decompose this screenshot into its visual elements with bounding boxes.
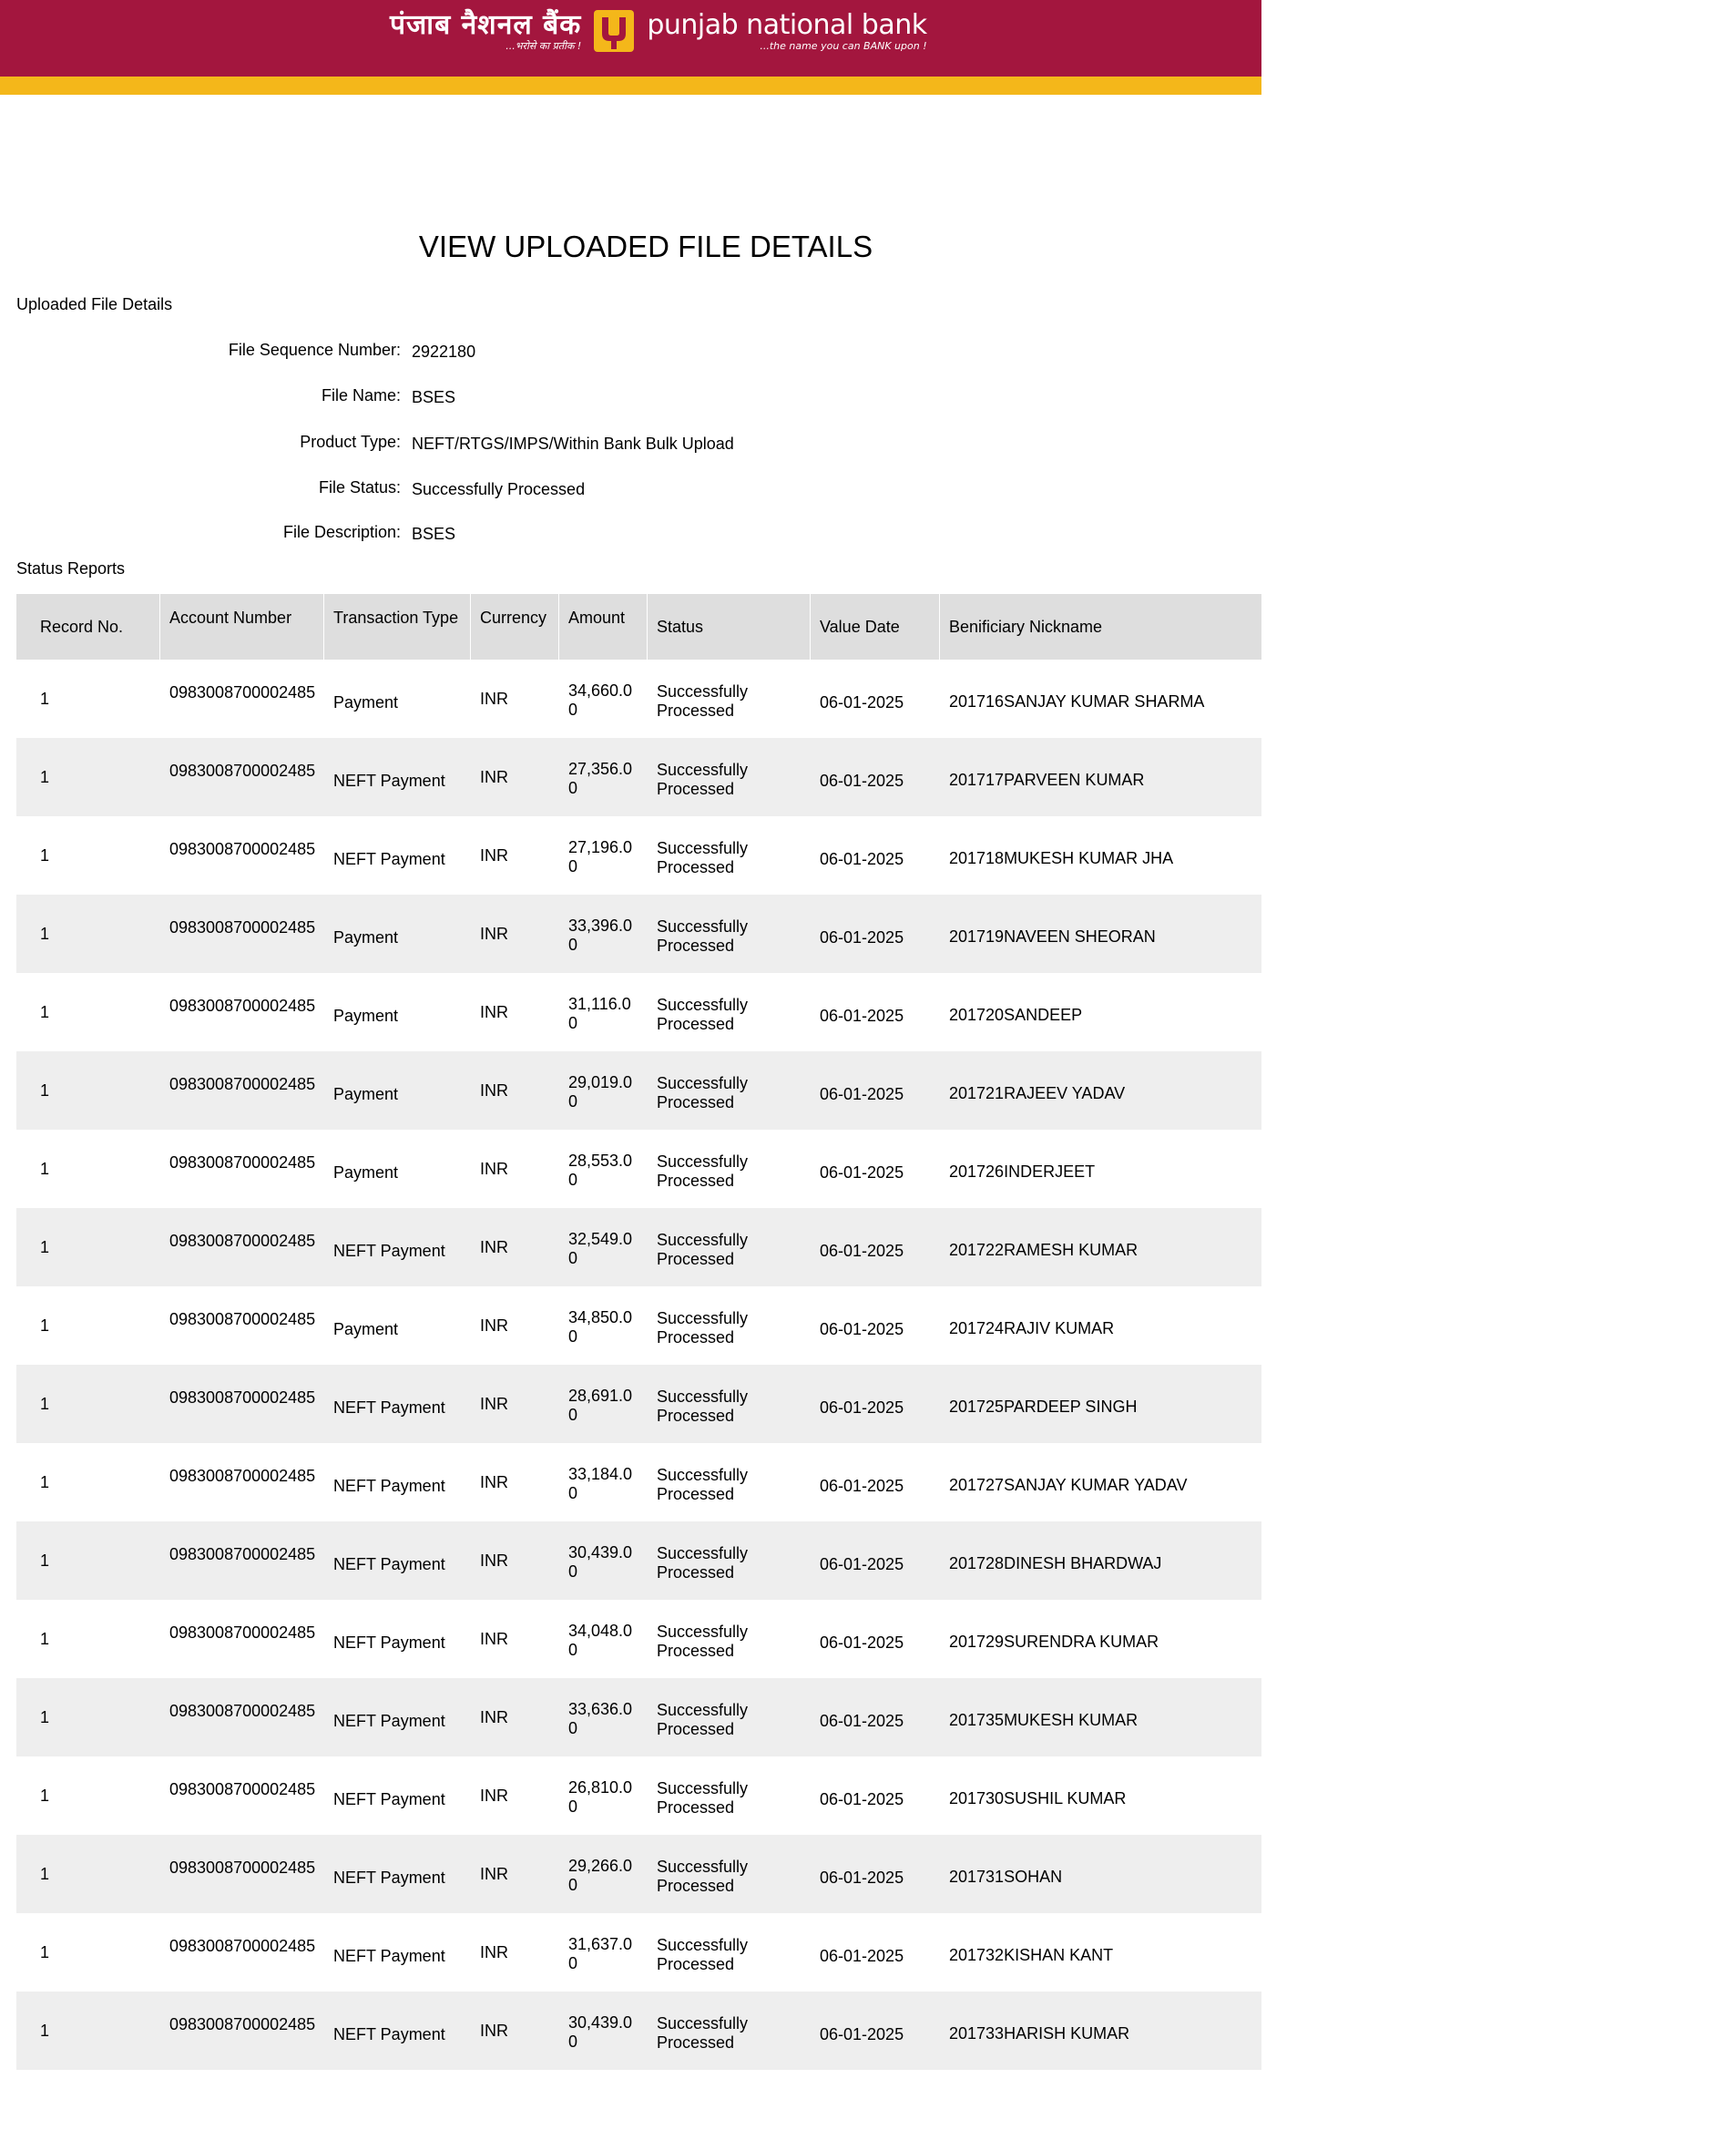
column-header: Account Number xyxy=(160,594,324,660)
cell-record-no: 1 xyxy=(16,816,160,895)
cell-currency: INR xyxy=(471,816,559,895)
cell-amount: 28,553.00 xyxy=(559,1130,648,1208)
cell-status: Successfully Processed xyxy=(648,1678,811,1756)
cell-account-number: 0983008700002485 xyxy=(160,895,324,973)
cell-record-no: 1 xyxy=(16,1678,160,1756)
cell-record-no: 1 xyxy=(16,1913,160,1992)
cell-amount: 34,660.00 xyxy=(559,660,648,738)
cell-account-number: 0983008700002485 xyxy=(160,1913,324,1992)
cell-beneficiary-nickname: 201731SOHAN xyxy=(940,1835,1261,1913)
cell-record-no: 1 xyxy=(16,973,160,1051)
cell-transaction-type: Payment xyxy=(324,1286,471,1365)
table-row xyxy=(16,1130,1261,1208)
cell-amount: 27,196.00 xyxy=(559,816,648,895)
table-row xyxy=(16,1992,1261,2070)
detail-file-name xyxy=(0,386,1093,414)
column-header: Value Date xyxy=(811,594,940,660)
detail-value: Successfully Processed xyxy=(412,480,586,498)
cell-currency: INR xyxy=(471,660,559,738)
uploaded-file-details-label: Uploaded File Details xyxy=(16,295,173,313)
cell-record-no: 1 xyxy=(16,660,160,738)
cell-record-no: 1 xyxy=(16,1521,160,1600)
cell-value-date: 06-01-2025 xyxy=(811,816,940,895)
table-row xyxy=(16,1051,1261,1130)
cell-value-date: 06-01-2025 xyxy=(811,1756,940,1835)
cell-status: Successfully Processed xyxy=(648,973,811,1051)
bank-name-english: punjab national bank xyxy=(647,9,927,41)
detail-value: 2922180 xyxy=(412,343,476,361)
cell-record-no: 1 xyxy=(16,1835,160,1913)
cell-beneficiary-nickname: 201733HARISH KUMAR xyxy=(940,1992,1261,2070)
cell-value-date: 06-01-2025 xyxy=(811,738,940,816)
cell-currency: INR xyxy=(471,738,559,816)
cell-beneficiary-nickname: 201726INDERJEET xyxy=(940,1130,1261,1208)
cell-beneficiary-nickname: 201728DINESH BHARDWAJ xyxy=(940,1521,1261,1600)
table-row xyxy=(16,895,1261,973)
cell-currency: INR xyxy=(471,895,559,973)
cell-value-date: 06-01-2025 xyxy=(811,1835,940,1913)
cell-transaction-type: NEFT Payment xyxy=(324,1835,471,1913)
cell-account-number: 0983008700002485 xyxy=(160,1365,324,1443)
cell-value-date: 06-01-2025 xyxy=(811,1521,940,1600)
cell-account-number: 0983008700002485 xyxy=(160,1678,324,1756)
cell-currency: INR xyxy=(471,1208,559,1286)
status-reports-label: Status Reports xyxy=(16,559,126,578)
page-title: VIEW UPLOADED FILE DETAILS xyxy=(418,230,873,263)
cell-record-no: 1 xyxy=(16,1365,160,1443)
table-row xyxy=(16,1600,1261,1678)
cell-value-date: 06-01-2025 xyxy=(811,1913,940,1992)
cell-amount: 31,637.00 xyxy=(559,1913,648,1992)
cell-amount: 33,636.00 xyxy=(559,1678,648,1756)
cell-record-no: 1 xyxy=(16,1600,160,1678)
cell-currency: INR xyxy=(471,1992,559,2070)
cell-transaction-type: NEFT Payment xyxy=(324,1913,471,1992)
cell-status: Successfully Processed xyxy=(648,1521,811,1600)
cell-transaction-type: Payment xyxy=(324,895,471,973)
cell-currency: INR xyxy=(471,1443,559,1521)
cell-account-number: 0983008700002485 xyxy=(160,1521,324,1600)
table-row xyxy=(16,1286,1261,1365)
cell-transaction-type: NEFT Payment xyxy=(324,1365,471,1443)
cell-beneficiary-nickname: 201729SURENDRA KUMAR xyxy=(940,1600,1261,1678)
cell-account-number: 0983008700002485 xyxy=(160,1756,324,1835)
cell-beneficiary-nickname: 201732KISHAN KANT xyxy=(940,1913,1261,1992)
cell-currency: INR xyxy=(471,973,559,1051)
cell-status: Successfully Processed xyxy=(648,1208,811,1286)
cell-beneficiary-nickname: 201718MUKESH KUMAR JHA xyxy=(940,816,1261,895)
table-row xyxy=(16,1443,1261,1521)
detail-label: File Sequence Number: xyxy=(228,341,401,359)
cell-status: Successfully Processed xyxy=(648,1756,811,1835)
cell-account-number: 0983008700002485 xyxy=(160,1835,324,1913)
cell-value-date: 06-01-2025 xyxy=(811,1678,940,1756)
cell-beneficiary-nickname: 201722RAMESH KUMAR xyxy=(940,1208,1261,1286)
cell-beneficiary-nickname: 201721RAJEEV YADAV xyxy=(940,1051,1261,1130)
cell-value-date: 06-01-2025 xyxy=(811,1600,940,1678)
cell-value-date: 06-01-2025 xyxy=(811,1208,940,1286)
cell-beneficiary-nickname: 201724RAJIV KUMAR xyxy=(940,1286,1261,1365)
cell-transaction-type: Payment xyxy=(324,973,471,1051)
table-row xyxy=(16,660,1261,738)
cell-value-date: 06-01-2025 xyxy=(811,660,940,738)
cell-transaction-type: NEFT Payment xyxy=(324,1992,471,2070)
cell-currency: INR xyxy=(471,1130,559,1208)
cell-currency: INR xyxy=(471,1286,559,1365)
cell-currency: INR xyxy=(471,1756,559,1835)
table-row xyxy=(16,1678,1261,1756)
cell-beneficiary-nickname: 201725PARDEEP SINGH xyxy=(940,1365,1261,1443)
cell-currency: INR xyxy=(471,1835,559,1913)
bank-name-hindi: पंजाब नैशनल बैंक xyxy=(390,9,582,41)
cell-account-number: 0983008700002485 xyxy=(160,816,324,895)
table-row xyxy=(16,1835,1261,1913)
cell-transaction-type: Payment xyxy=(324,660,471,738)
cell-transaction-type: Payment xyxy=(324,1051,471,1130)
cell-amount: 29,019.00 xyxy=(559,1051,648,1130)
detail-label: File Description: xyxy=(282,523,401,541)
tagline-english: ...the name you can BANK upon ! xyxy=(760,40,927,52)
cell-amount: 34,850.00 xyxy=(559,1286,648,1365)
cell-currency: INR xyxy=(471,1521,559,1600)
cell-amount: 26,810.00 xyxy=(559,1756,648,1835)
detail-value: NEFT/RTGS/IMPS/Within Bank Bulk Upload xyxy=(412,435,734,453)
detail-label: File Status: xyxy=(318,478,401,497)
cell-record-no: 1 xyxy=(16,1756,160,1835)
cell-transaction-type: NEFT Payment xyxy=(324,1756,471,1835)
cell-account-number: 0983008700002485 xyxy=(160,973,324,1051)
column-header: Status xyxy=(648,594,811,660)
cell-record-no: 1 xyxy=(16,1051,160,1130)
cell-status: Successfully Processed xyxy=(648,1365,811,1443)
cell-status: Successfully Processed xyxy=(648,816,811,895)
cell-status: Successfully Processed xyxy=(648,895,811,973)
cell-beneficiary-nickname: 201719NAVEEN SHEORAN xyxy=(940,895,1261,973)
cell-status: Successfully Processed xyxy=(648,1443,811,1521)
column-header: Record No. xyxy=(16,594,160,660)
table-row xyxy=(16,816,1261,895)
detail-value: BSES xyxy=(412,525,456,543)
cell-record-no: 1 xyxy=(16,1443,160,1521)
cell-value-date: 06-01-2025 xyxy=(811,1443,940,1521)
cell-transaction-type: NEFT Payment xyxy=(324,1443,471,1521)
detail-label: Product Type: xyxy=(300,433,401,451)
cell-account-number: 0983008700002485 xyxy=(160,1051,324,1130)
cell-amount: 30,439.00 xyxy=(559,1521,648,1600)
cell-record-no: 1 xyxy=(16,1992,160,2070)
detail-product-type xyxy=(0,433,1093,460)
cell-amount: 34,048.00 xyxy=(559,1600,648,1678)
cell-beneficiary-nickname: 201720SANDEEP xyxy=(940,973,1261,1051)
cell-account-number: 0983008700002485 xyxy=(160,660,324,738)
cell-value-date: 06-01-2025 xyxy=(811,1992,940,2070)
table-row xyxy=(16,1208,1261,1286)
cell-status: Successfully Processed xyxy=(648,1051,811,1130)
cell-currency: INR xyxy=(471,1600,559,1678)
cell-beneficiary-nickname: 201717PARVEEN KUMAR xyxy=(940,738,1261,816)
column-header: Benificiary Nickname xyxy=(940,594,1261,660)
detail-file-description xyxy=(0,523,1093,550)
cell-account-number: 0983008700002485 xyxy=(160,1992,324,2070)
table-row xyxy=(16,1521,1261,1600)
cell-status: Successfully Processed xyxy=(648,1835,811,1913)
cell-transaction-type: NEFT Payment xyxy=(324,816,471,895)
cell-amount: 33,184.00 xyxy=(559,1443,648,1521)
column-header: Currency xyxy=(471,594,559,660)
cell-transaction-type: NEFT Payment xyxy=(324,738,471,816)
cell-status: Successfully Processed xyxy=(648,1992,811,2070)
detail-file-sequence-number xyxy=(0,341,1093,368)
cell-status: Successfully Processed xyxy=(648,1286,811,1365)
cell-record-no: 1 xyxy=(16,895,160,973)
header-banner xyxy=(0,0,1261,95)
cell-status: Successfully Processed xyxy=(648,1130,811,1208)
cell-currency: INR xyxy=(471,1051,559,1130)
table-row xyxy=(16,973,1261,1051)
cell-amount: 30,439.00 xyxy=(559,1992,648,2070)
cell-amount: 28,691.00 xyxy=(559,1365,648,1443)
cell-amount: 29,266.00 xyxy=(559,1835,648,1913)
pnb-logo-icon xyxy=(594,10,634,52)
cell-status: Successfully Processed xyxy=(648,1913,811,1992)
cell-status: Successfully Processed xyxy=(648,1600,811,1678)
cell-account-number: 0983008700002485 xyxy=(160,738,324,816)
cell-transaction-type: Payment xyxy=(324,1130,471,1208)
logo-english-block xyxy=(647,10,926,52)
cell-beneficiary-nickname: 201727SANJAY KUMAR YADAV xyxy=(940,1443,1261,1521)
cell-amount: 32,549.00 xyxy=(559,1208,648,1286)
cell-amount: 33,396.00 xyxy=(559,895,648,973)
cell-account-number: 0983008700002485 xyxy=(160,1208,324,1286)
logo-hindi-block xyxy=(390,10,581,52)
status-reports-table xyxy=(16,594,1261,2070)
table-row xyxy=(16,738,1261,816)
cell-value-date: 06-01-2025 xyxy=(811,1286,940,1365)
cell-record-no: 1 xyxy=(16,1208,160,1286)
cell-status: Successfully Processed xyxy=(648,738,811,816)
column-header: Amount xyxy=(559,594,648,660)
cell-currency: INR xyxy=(471,1365,559,1443)
cell-beneficiary-nickname: 201716SANJAY KUMAR SHARMA xyxy=(940,660,1261,738)
detail-label: File Name: xyxy=(321,386,401,404)
cell-amount: 27,356.00 xyxy=(559,738,648,816)
table-header-row xyxy=(16,594,1261,660)
cell-account-number: 0983008700002485 xyxy=(160,1130,324,1208)
cell-status: Successfully Processed xyxy=(648,660,811,738)
table-row xyxy=(16,1365,1261,1443)
table-row xyxy=(16,1913,1261,1992)
cell-record-no: 1 xyxy=(16,738,160,816)
cell-value-date: 06-01-2025 xyxy=(811,973,940,1051)
cell-transaction-type: NEFT Payment xyxy=(324,1208,471,1286)
cell-transaction-type: NEFT Payment xyxy=(324,1678,471,1756)
cell-transaction-type: NEFT Payment xyxy=(324,1521,471,1600)
cell-value-date: 06-01-2025 xyxy=(811,1365,940,1443)
detail-file-status xyxy=(0,478,1093,506)
cell-beneficiary-nickname: 201730SUSHIL KUMAR xyxy=(940,1756,1261,1835)
cell-transaction-type: NEFT Payment xyxy=(324,1600,471,1678)
column-header: Transaction Type xyxy=(324,594,471,660)
cell-currency: INR xyxy=(471,1913,559,1992)
bank-logo xyxy=(390,5,927,56)
cell-account-number: 0983008700002485 xyxy=(160,1600,324,1678)
tagline-hindi: ...भरोसे का प्रतीक ! xyxy=(505,40,582,52)
cell-amount: 31,116.00 xyxy=(559,973,648,1051)
cell-account-number: 0983008700002485 xyxy=(160,1286,324,1365)
cell-record-no: 1 xyxy=(16,1286,160,1365)
cell-value-date: 06-01-2025 xyxy=(811,895,940,973)
cell-account-number: 0983008700002485 xyxy=(160,1443,324,1521)
cell-value-date: 06-01-2025 xyxy=(811,1051,940,1130)
cell-record-no: 1 xyxy=(16,1130,160,1208)
cell-value-date: 06-01-2025 xyxy=(811,1130,940,1208)
cell-beneficiary-nickname: 201735MUKESH KUMAR xyxy=(940,1678,1261,1756)
cell-currency: INR xyxy=(471,1678,559,1756)
detail-value: BSES xyxy=(412,388,456,406)
table-row xyxy=(16,1756,1261,1835)
table-body xyxy=(16,660,1261,2070)
